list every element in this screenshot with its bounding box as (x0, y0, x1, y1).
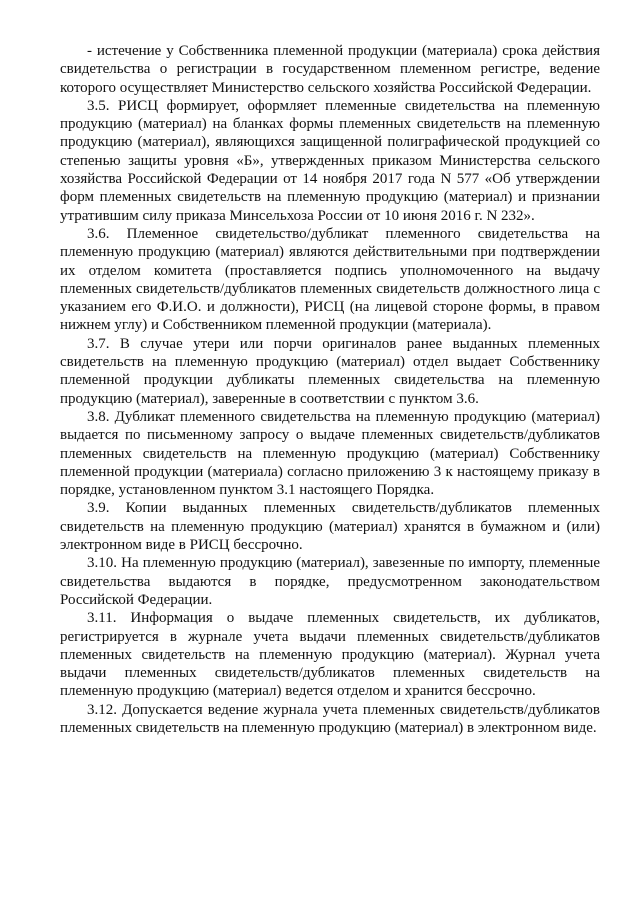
paragraph-3-12: 3.12. Допускается ведение журнала учета племенных свидетельств/дубликатов племенных свидетельств на племенную продукцию (материал) в электронном виде. (60, 701, 600, 736)
paragraph-3-8: 3.8. Дубликат племенного свидетельства на племенную продукцию (материал) выдается по письменному запросу о выдаче племенных свидетельств/дубликатов племенных свидетельств на племенную продукцию (материал) Собственнику племенной продукции (материала) согласно приложению 3 к настоящему приказу в порядке, установленном пунктом 3.1 настоящего Порядка. (60, 408, 600, 499)
document-body (60, 42, 600, 737)
paragraph-expiry-condition: - истечение у Собственника племенной продукции (материала) срока действия свидетельства о регистрации в государственном племенном регистре, ведение которого осуществляет Министерство сельского хозяйства Российской Федерации. (60, 43, 600, 96)
paragraph-3-11: 3.11. Информация о выдаче племенных свидетельств, их дубликатов, регистрируется в журнале учета выдачи племенных свидетельств/дубликатов племенных свидетельств на племенную продукцию (материал). Журнал учета выдачи племенных свидетельств/дубликатов племенных свидетельств на племенную продукцию (материал) ведется отделом и хранится бессрочно. (60, 610, 600, 700)
paragraph-3-6: 3.6. Племенное свидетельство/дубликат племенного свидетельства на племенную продукцию (материал) являются действительными при подтверждении их отделом комитета (проставляется подпись уполномоченного на выдачу племенных свидетельств/дубликатов племенных свидетельств должностного лица с указанием его Ф.И.О. и должности), РИСЦ (на лицевой стороне формы, в правом нижнем углу) и Собственником племенной продукции (материала). (60, 225, 600, 334)
paragraph-3-10: 3.10. На племенную продукцию (материал), завезенные по импорту, племенные свидетельства выдаются в порядке, предусмотренном законодательством Российской Федерации. (60, 555, 600, 608)
paragraph-3-7: 3.7. В случае утери или порчи оригиналов ранее выданных племенных свидетельств на племенную продукцию (материал) отдел выдает Собственнику племенной продукции дубликаты племенных свидетельства на племенную продукцию (материал), заверенные в соответствии с пунктом 3.6. (60, 335, 600, 407)
paragraph-3-5: 3.5. РИСЦ формирует, оформляет племенные свидетельства на племенную продукцию (материал) на бланках формы племенных свидетельств на племенную продукцию (материал), являющихся защищенной полиграфической продукцией со степенью защиты уровня «Б», утвержденных приказом Министерства сельского хозяйства Российской Федерации от 14 ноября 2017 года N 577 «Об утверждении форм племенных свидетельств на племенную продукцию (материал) и признании утратившим силу приказа Минсельхоза России от 10 июня 2016 г. N 232». (60, 97, 600, 224)
paragraph-3-9: 3.9. Копии выданных племенных свидетельств/дубликатов племенных свидетельств на племенную продукцию (материал) хранятся в бумажном и (или) электронном виде в РИСЦ бессрочно. (60, 500, 600, 554)
